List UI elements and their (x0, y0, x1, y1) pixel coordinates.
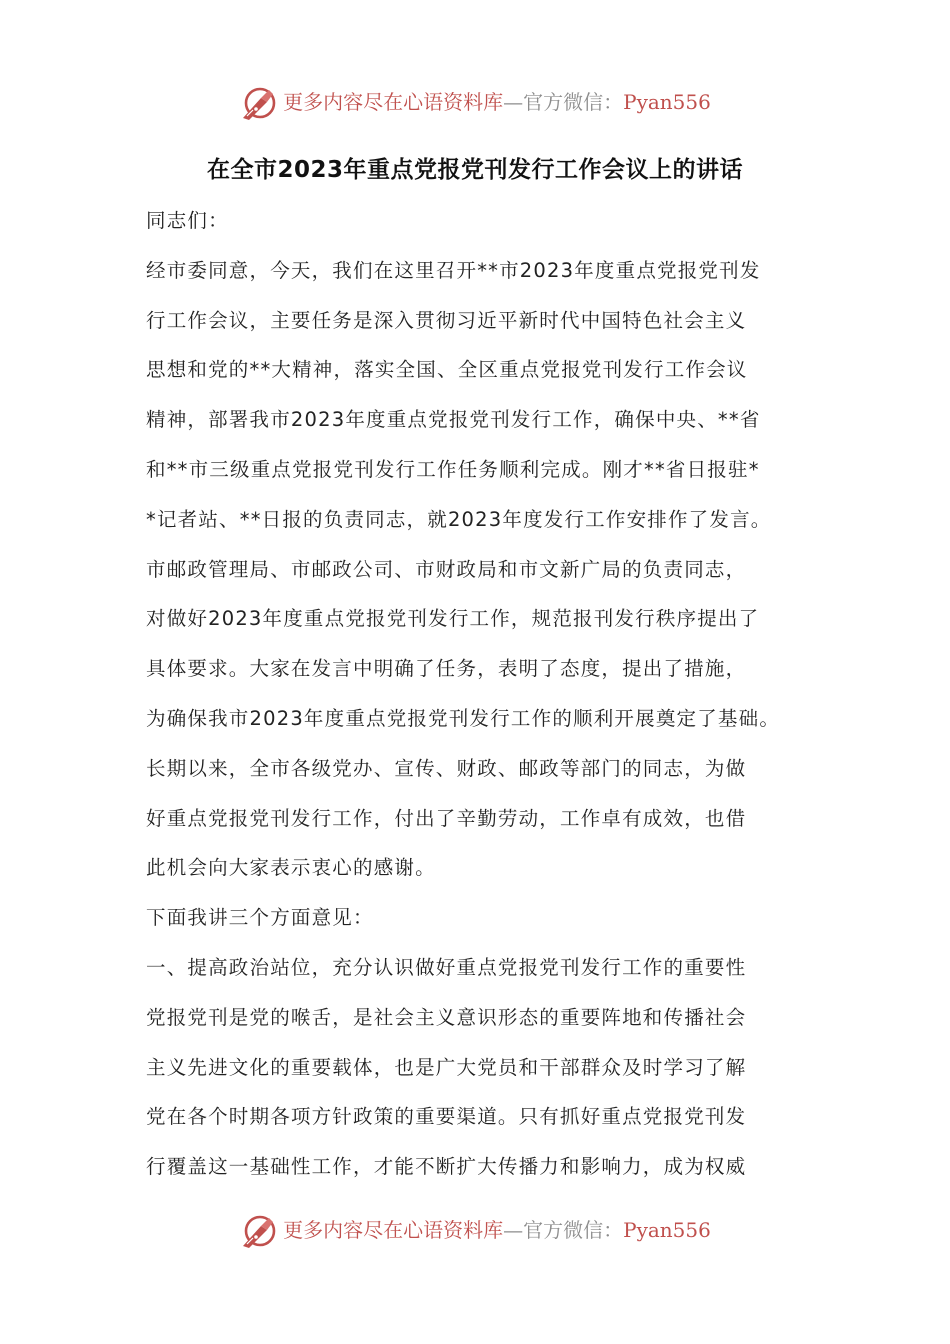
body-line: 长期以来，全市各级党办、宣传、财政、邮政等部门的同志，为做 (146, 756, 747, 780)
watermark-dash: — (503, 90, 524, 114)
document-title: 在全市2023年重点党报党刊发行工作会议上的讲话 (206, 157, 743, 183)
body-line: 此机会向大家表示衷心的感谢。 (146, 856, 436, 880)
body-line: 经市委同意，今天，我们在这里召开**市2023年度重点党报党刊发 (146, 258, 761, 282)
watermark-wechat-label: 官方微信： (523, 90, 624, 114)
body-line: 一、提高政治站位，充分认识做好重点党报党刊发行工作的重要性 (146, 955, 747, 979)
footer-watermark (0, 1208, 950, 1252)
body-line: 好重点党报党刊发行工作，付出了辛勤劳动，工作卓有成效，也借 (146, 806, 747, 830)
body-line: 行工作会议，主要任务是深入贯彻习近平新时代中国特色社会主义 (146, 308, 747, 332)
body-line: 思想和党的**大精神，落实全国、全区重点党报党刊发行工作会议 (146, 358, 748, 382)
body-line: *记者站、**日报的负责同志，就2023年度发行工作安排作了发言。 (146, 507, 772, 531)
body-line: 同志们： (146, 209, 229, 232)
body-line: 对做好2023年度重点党报党刊发行工作，规范报刊发行秩序提出了 (146, 607, 760, 631)
pen-nib-circle-icon (239, 82, 279, 122)
body-line: 和**市三级重点党报党刊发行工作任务顺利完成。刚才**省日报驻* (146, 457, 760, 481)
body-line: 具体要求。大家在发言中明确了任务，表明了态度，提出了措施， (146, 657, 747, 681)
watermark-dash: — (503, 1218, 524, 1242)
body-line: 行覆盖这一基础性工作，才能不断扩大传播力和影响力，成为权威 (146, 1155, 747, 1179)
header-watermark (0, 80, 950, 124)
body-line: 党在各个时期各项方针政策的重要渠道。只有抓好重点党报党刊发 (146, 1105, 747, 1129)
watermark-site-text: 更多内容尽在心语资料库 (283, 90, 504, 114)
body-line: 下面我讲三个方面意见： (146, 906, 374, 930)
watermark-account: Pyan556 (623, 1218, 711, 1242)
body-line: 精神，部署我市2023年度重点党报党刊发行工作，确保中央、**省 (146, 408, 761, 432)
body-line: 主义先进文化的重要载体，也是广大党员和干部群众及时学习了解 (146, 1055, 747, 1079)
watermark-wechat-label: 官方微信： (523, 1218, 624, 1242)
document-body (146, 196, 836, 1192)
body-line: 为确保我市2023年度重点党报党刊发行工作的顺利开展奠定了基础。 (146, 706, 781, 730)
body-line: 党报党刊是党的喉舌，是社会主义意识形态的重要阵地和传播社会 (146, 1005, 747, 1029)
watermark-site-text: 更多内容尽在心语资料库 (283, 1218, 504, 1242)
body-line: 市邮政管理局、市邮政公司、市财政局和市文新广局的负责同志， (146, 557, 747, 581)
pen-nib-circle-icon (239, 1210, 279, 1250)
watermark-account: Pyan556 (623, 90, 711, 114)
